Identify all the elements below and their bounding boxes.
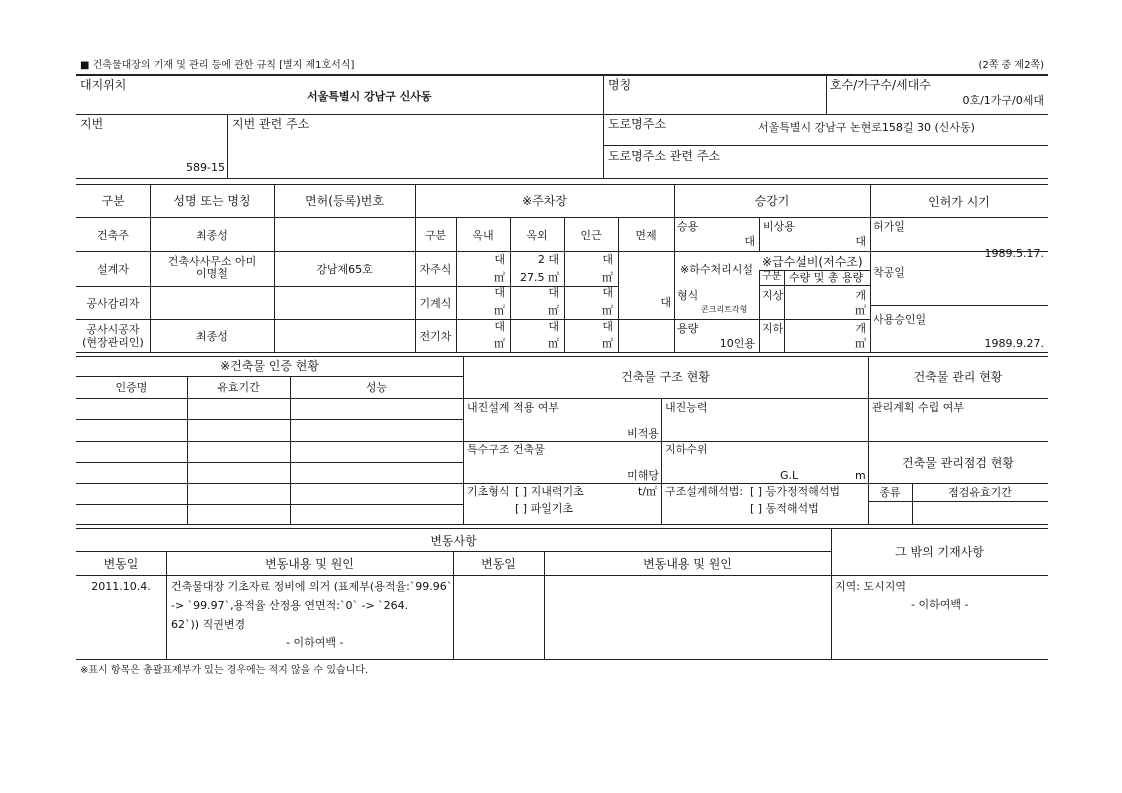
- name-label: 명칭: [608, 78, 632, 92]
- elevator-passenger-label: 승용: [677, 220, 699, 233]
- divider: [76, 504, 463, 505]
- divider: [76, 352, 1048, 353]
- divider: [76, 528, 1048, 529]
- divider: [76, 659, 1048, 660]
- parking-nearby-area: ㎡: [602, 304, 613, 317]
- parking-indoor-area: ㎡: [494, 271, 505, 284]
- road-value: 서울특별시 강남구 논현로158길 30 (신사동): [758, 121, 975, 134]
- parking-nearby-count: 대: [602, 286, 613, 299]
- approval-date-label: 사용승인일: [873, 313, 927, 326]
- start-date-label: 착공일: [873, 266, 905, 279]
- foundation-label: 기초형식: [467, 485, 510, 498]
- elevator-title: 승강기: [754, 194, 790, 208]
- cert-col-period: 유효기간: [217, 381, 260, 394]
- tank-under-label: 지하: [762, 322, 784, 335]
- parking-col-nearby: 인근: [580, 229, 602, 242]
- divider: [870, 305, 1048, 306]
- sewage-type-label: 형식: [677, 289, 699, 302]
- seismic-design-value: 비적용: [627, 427, 659, 440]
- special-structure-label: 특수구조 건축물: [467, 443, 545, 456]
- sewage-label: ※하수처리시설: [680, 263, 753, 276]
- foundation-option-pile[interactable]: [ ] 파일기초: [515, 502, 574, 515]
- page-indicator: (2쪽 중 제2쪽): [978, 60, 1044, 71]
- parking-indoor-area: ㎡: [494, 337, 505, 350]
- parking-title: ※주차장: [522, 194, 567, 208]
- sewage-type-value: 콘크리트각형: [701, 305, 748, 314]
- water-tank-label: ※급수설비(저수조): [762, 255, 863, 269]
- inspection-col-valid: 점검유효기간: [948, 486, 1012, 499]
- parking-outdoor-count: 대: [548, 320, 559, 333]
- divider: [76, 462, 463, 463]
- parking-nearby-count: 대: [602, 320, 613, 333]
- changes-col-content: 변동내용 및 원인: [265, 557, 354, 571]
- units-label: 호수/가구수/세대수: [830, 78, 931, 92]
- changes-col-content-2: 변동내용 및 원인: [643, 557, 732, 571]
- divider: [76, 376, 463, 377]
- parking-col-exempt: 면제: [635, 229, 657, 242]
- parking-outdoor-area: 27.5 ㎡: [520, 271, 559, 284]
- divider: [603, 145, 1048, 146]
- parking-col-outdoor: 옥외: [526, 229, 548, 242]
- divider: [868, 483, 1048, 484]
- certification-title: ※건축물 인증 현황: [220, 359, 319, 373]
- divider: [759, 270, 760, 352]
- cert-col-name: 인증명: [115, 381, 148, 394]
- divider: [76, 184, 1048, 185]
- site-value: 서울특별시 강남구 신사동: [307, 90, 432, 103]
- management-title: 건축물 관리 현황: [913, 370, 1003, 384]
- permit-date-label: 허가일: [873, 220, 905, 233]
- parking-nearby-count: 대: [602, 253, 613, 266]
- person-license: 강남제65호: [316, 263, 373, 276]
- cert-col-performance: 성능: [365, 381, 388, 394]
- divider: [76, 319, 674, 320]
- tank-ground-count: 개: [855, 289, 866, 302]
- plan-label: 관리계획 수립 여부: [872, 401, 965, 414]
- divider: [76, 286, 415, 287]
- water-tank-col-amount: 수량 및 총 용량: [789, 271, 864, 284]
- divider: [76, 74, 1048, 76]
- road-related-label: 도로명주소 관련 주소: [608, 149, 720, 163]
- changes-col-date-2: 변동일: [481, 557, 516, 571]
- seismic-design-label: 내진설계 적용 여부: [467, 401, 560, 414]
- inspection-col-kind: 종류: [879, 486, 901, 499]
- divider: [76, 217, 1048, 218]
- groundwater-unit: m: [855, 469, 866, 482]
- parking-row-type: 자주식: [419, 263, 452, 276]
- divider: [784, 270, 785, 286]
- parking-col-type: 구분: [424, 229, 447, 242]
- parking-col-indoor: 옥내: [472, 229, 494, 242]
- footnote: ※표시 항목은 총괄표제부가 있는 경우에는 적지 않을 수 있습니다.: [80, 665, 369, 676]
- divider: [76, 419, 463, 420]
- permits-title: 인허가 시기: [928, 195, 990, 209]
- divider: [76, 178, 1048, 179]
- divider: [76, 398, 1048, 399]
- change-entry-text: 건축물대장 기초자료 정비에 의거 (표제부(용적율:`99.96`: [171, 580, 453, 593]
- divider: [868, 501, 1048, 502]
- person-name: 이명철: [196, 267, 228, 280]
- changes-title: 변동사항: [430, 534, 477, 548]
- parking-indoor-count: 대: [494, 320, 505, 333]
- person-type: 건축주: [97, 229, 129, 242]
- tank-under-count: 개: [855, 322, 866, 335]
- analysis-option-dynamic[interactable]: [ ] 동적해석법: [750, 502, 819, 515]
- lot-related-label: 지번 관련 주소: [232, 117, 310, 131]
- inspection-title: 건축물 관리점검 현황: [902, 456, 1014, 470]
- other-notes-title: 그 밖의 기재사항: [895, 545, 984, 559]
- person-type: 공사감리자: [86, 297, 140, 310]
- parking-nearby-area: ㎡: [602, 337, 613, 350]
- seismic-capacity-label: 내진능력: [665, 401, 708, 414]
- parking-outdoor-count: 2 대: [537, 253, 559, 266]
- permit-date-value: 1989.5.17.: [984, 247, 1044, 260]
- approval-date-value: 1989.9.27.: [984, 337, 1044, 350]
- analysis-label: 구조설계해석법:: [665, 485, 744, 498]
- person-type: 설계자: [97, 263, 129, 276]
- divider: [227, 114, 228, 178]
- divider: [674, 319, 870, 320]
- divider: [76, 483, 868, 484]
- other-notes-zone: 지역: 도시지역: [835, 580, 906, 593]
- tank-ground-label: 지상: [762, 289, 784, 302]
- divider: [603, 75, 604, 178]
- persons-col-license: 면허(등록)번호: [305, 194, 384, 208]
- sewage-capacity-label: 용량: [677, 322, 699, 335]
- foundation-unit: t/㎡: [638, 485, 658, 498]
- water-tank-col-type: 구분: [762, 271, 782, 282]
- analysis-option-static[interactable]: [ ] 등가정적해석법: [750, 485, 840, 498]
- persons-col-name: 성명 또는 명칭: [173, 194, 251, 208]
- parking-outdoor-count: 대: [548, 286, 559, 299]
- change-entry-text: 62`)) 직권변경: [171, 618, 246, 631]
- divider: [76, 524, 1048, 525]
- divider: [759, 285, 870, 286]
- change-entry-date: 2011.10.4.: [91, 580, 151, 593]
- parking-outdoor-area: ㎡: [548, 304, 559, 317]
- persons-col-type: 구분: [101, 194, 125, 208]
- tank-under-area: ㎥: [855, 337, 866, 350]
- tank-ground-area: ㎥: [855, 304, 866, 317]
- divider: [661, 398, 662, 524]
- person-name: 최종성: [196, 229, 228, 242]
- lot-label: 지번: [80, 117, 104, 131]
- structure-title: 건축물 구조 현황: [621, 370, 710, 384]
- parking-row-type: 기계식: [419, 297, 452, 310]
- changes-col-date: 변동일: [103, 557, 139, 571]
- person-name: 최종성: [196, 330, 228, 343]
- divider: [76, 441, 1048, 442]
- foundation-option-bearing[interactable]: [ ] 지내력기초: [515, 485, 584, 498]
- regulation-caption: ■ 건축물대장의 기재 및 관리 등에 관한 규칙 [별지 제1호서식]: [80, 60, 355, 71]
- parking-indoor-area: ㎡: [494, 304, 505, 317]
- groundwater-label: 지하수위: [665, 443, 708, 456]
- parking-indoor-count: 대: [494, 253, 505, 266]
- change-entry-text: -> `99.97`,용적율 산정용 연면적:`0` -> `264.: [171, 599, 409, 612]
- road-label: 도로명주소: [608, 117, 666, 131]
- special-structure-value: 미해당: [627, 469, 659, 482]
- person-type: 공사시공자: [86, 323, 140, 336]
- divider: [76, 575, 1048, 576]
- divider: [76, 356, 1048, 357]
- elevator-emergency-unit: 대: [855, 235, 866, 248]
- person-name: 건축사사무소 아미: [167, 255, 257, 268]
- groundwater-gl: G.L: [780, 469, 799, 482]
- divider: [76, 551, 831, 552]
- other-notes-blank: - 이하여백 -: [911, 598, 969, 611]
- lot-value: 589-15: [186, 161, 225, 174]
- person-type: (현장관리인): [82, 336, 144, 349]
- elevator-emergency-label: 비상용: [763, 220, 795, 233]
- parking-nearby-area: ㎡: [602, 271, 613, 284]
- divider: [870, 185, 871, 352]
- site-label: 대지위치: [80, 78, 127, 92]
- change-entry-blank: - 이하여백 -: [286, 636, 344, 649]
- divider: [826, 75, 827, 114]
- units-value: 0호/1가구/0세대: [962, 94, 1044, 107]
- divider: [76, 114, 1048, 115]
- parking-outdoor-area: ㎡: [548, 337, 559, 350]
- parking-indoor-count: 대: [494, 286, 505, 299]
- divider: [674, 185, 675, 352]
- parking-exempt-value: 대: [660, 296, 671, 309]
- parking-row-type: 전기차: [419, 330, 452, 343]
- sewage-capacity-value: 10인용: [719, 337, 755, 350]
- elevator-passenger-unit: 대: [744, 235, 755, 248]
